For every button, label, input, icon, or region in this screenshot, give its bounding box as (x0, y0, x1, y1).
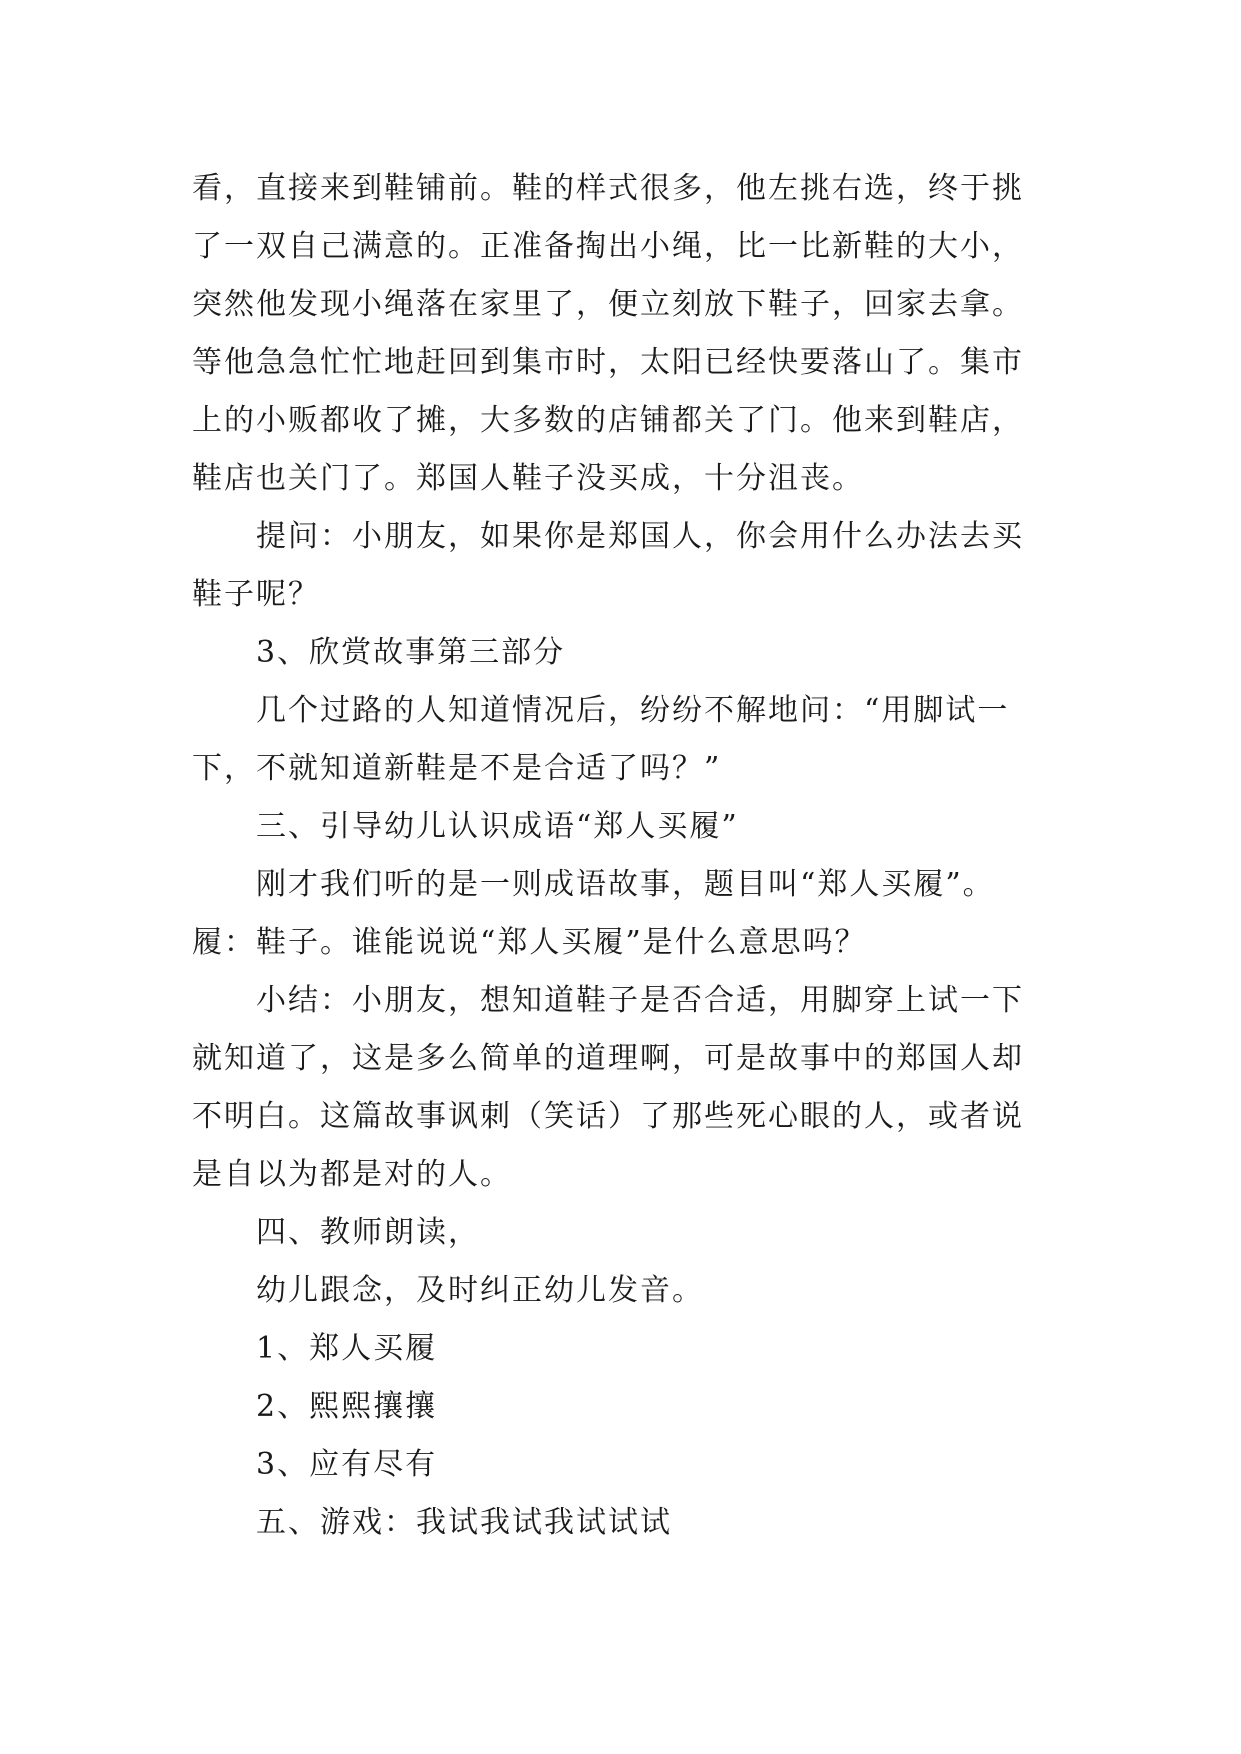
text-line: 看，直接来到鞋铺前。鞋的样式很多，他左挑右选，终于挑 (192, 171, 1024, 206)
text-line: 就知道了，这是多么简单的道理啊，可是故事中的郑国人却 (192, 1041, 1024, 1076)
section-heading (192, 624, 1072, 682)
text-line: 履：鞋子。谁能说说“郑人买履”是什么意思吗？ (192, 925, 867, 960)
text-line: 下，不就知道新鞋是不是合适了吗？” (192, 751, 722, 786)
text-line: 四、教师朗读， (256, 1215, 480, 1250)
text-line: 了一双自己满意的。正准备掏出小绳，比一比新鞋的大小， (192, 229, 1024, 264)
text-line: 不明白。这篇故事讽刺（笑话）了那些死心眼的人，或者说 (192, 1099, 1024, 1134)
list-item (192, 1378, 1072, 1436)
text-line: 2、熙熙攘攘 (256, 1389, 438, 1424)
text-line: 上的小贩都收了摊，大多数的店铺都关了门。他来到鞋店， (192, 403, 1024, 438)
text-line: 等他急急忙忙地赶回到集市时，太阳已经快要落山了。集市 (192, 345, 1024, 380)
text-line: 3、应有尽有 (256, 1447, 438, 1482)
text-line: 1、郑人买履 (256, 1331, 438, 1366)
question-paragraph (192, 508, 1072, 624)
paragraph (192, 682, 1072, 798)
list-item (192, 1320, 1072, 1378)
list-item (192, 1436, 1072, 1494)
text-line: 鞋店也关门了。郑国人鞋子没买成，十分沮丧。 (192, 461, 864, 496)
text-line: 小结：小朋友，想知道鞋子是否合适，用脚穿上试一下 (256, 983, 1024, 1018)
section-heading (192, 798, 1072, 856)
text-line: 五、游戏：我试我试我试试试 (256, 1505, 672, 1540)
paragraph (192, 1262, 1072, 1320)
document-page (192, 160, 1072, 1552)
section-heading (192, 1204, 1072, 1262)
text-line: 幼儿跟念，及时纠正幼儿发音。 (256, 1273, 704, 1308)
text-line: 提问：小朋友，如果你是郑国人，你会用什么办法去买 (256, 519, 1024, 554)
text-line: 3、欣赏故事第三部分 (256, 635, 566, 670)
text-line: 几个过路的人知道情况后，纷纷不解地问：“用脚试一 (256, 693, 1010, 728)
text-line: 三、引导幼儿认识成语“郑人买履” (256, 809, 739, 844)
text-line: 突然他发现小绳落在家里了，便立刻放下鞋子，回家去拿。 (192, 287, 1024, 322)
summary-paragraph (192, 972, 1072, 1204)
paragraph (192, 856, 1072, 972)
section-heading (192, 1494, 1072, 1552)
paragraph (192, 160, 1072, 508)
text-line: 是自以为都是对的人。 (192, 1157, 512, 1192)
text-line: 鞋子呢？ (192, 577, 320, 612)
text-line: 刚才我们听的是一则成语故事，题目叫“郑人买履”。 (256, 867, 995, 902)
